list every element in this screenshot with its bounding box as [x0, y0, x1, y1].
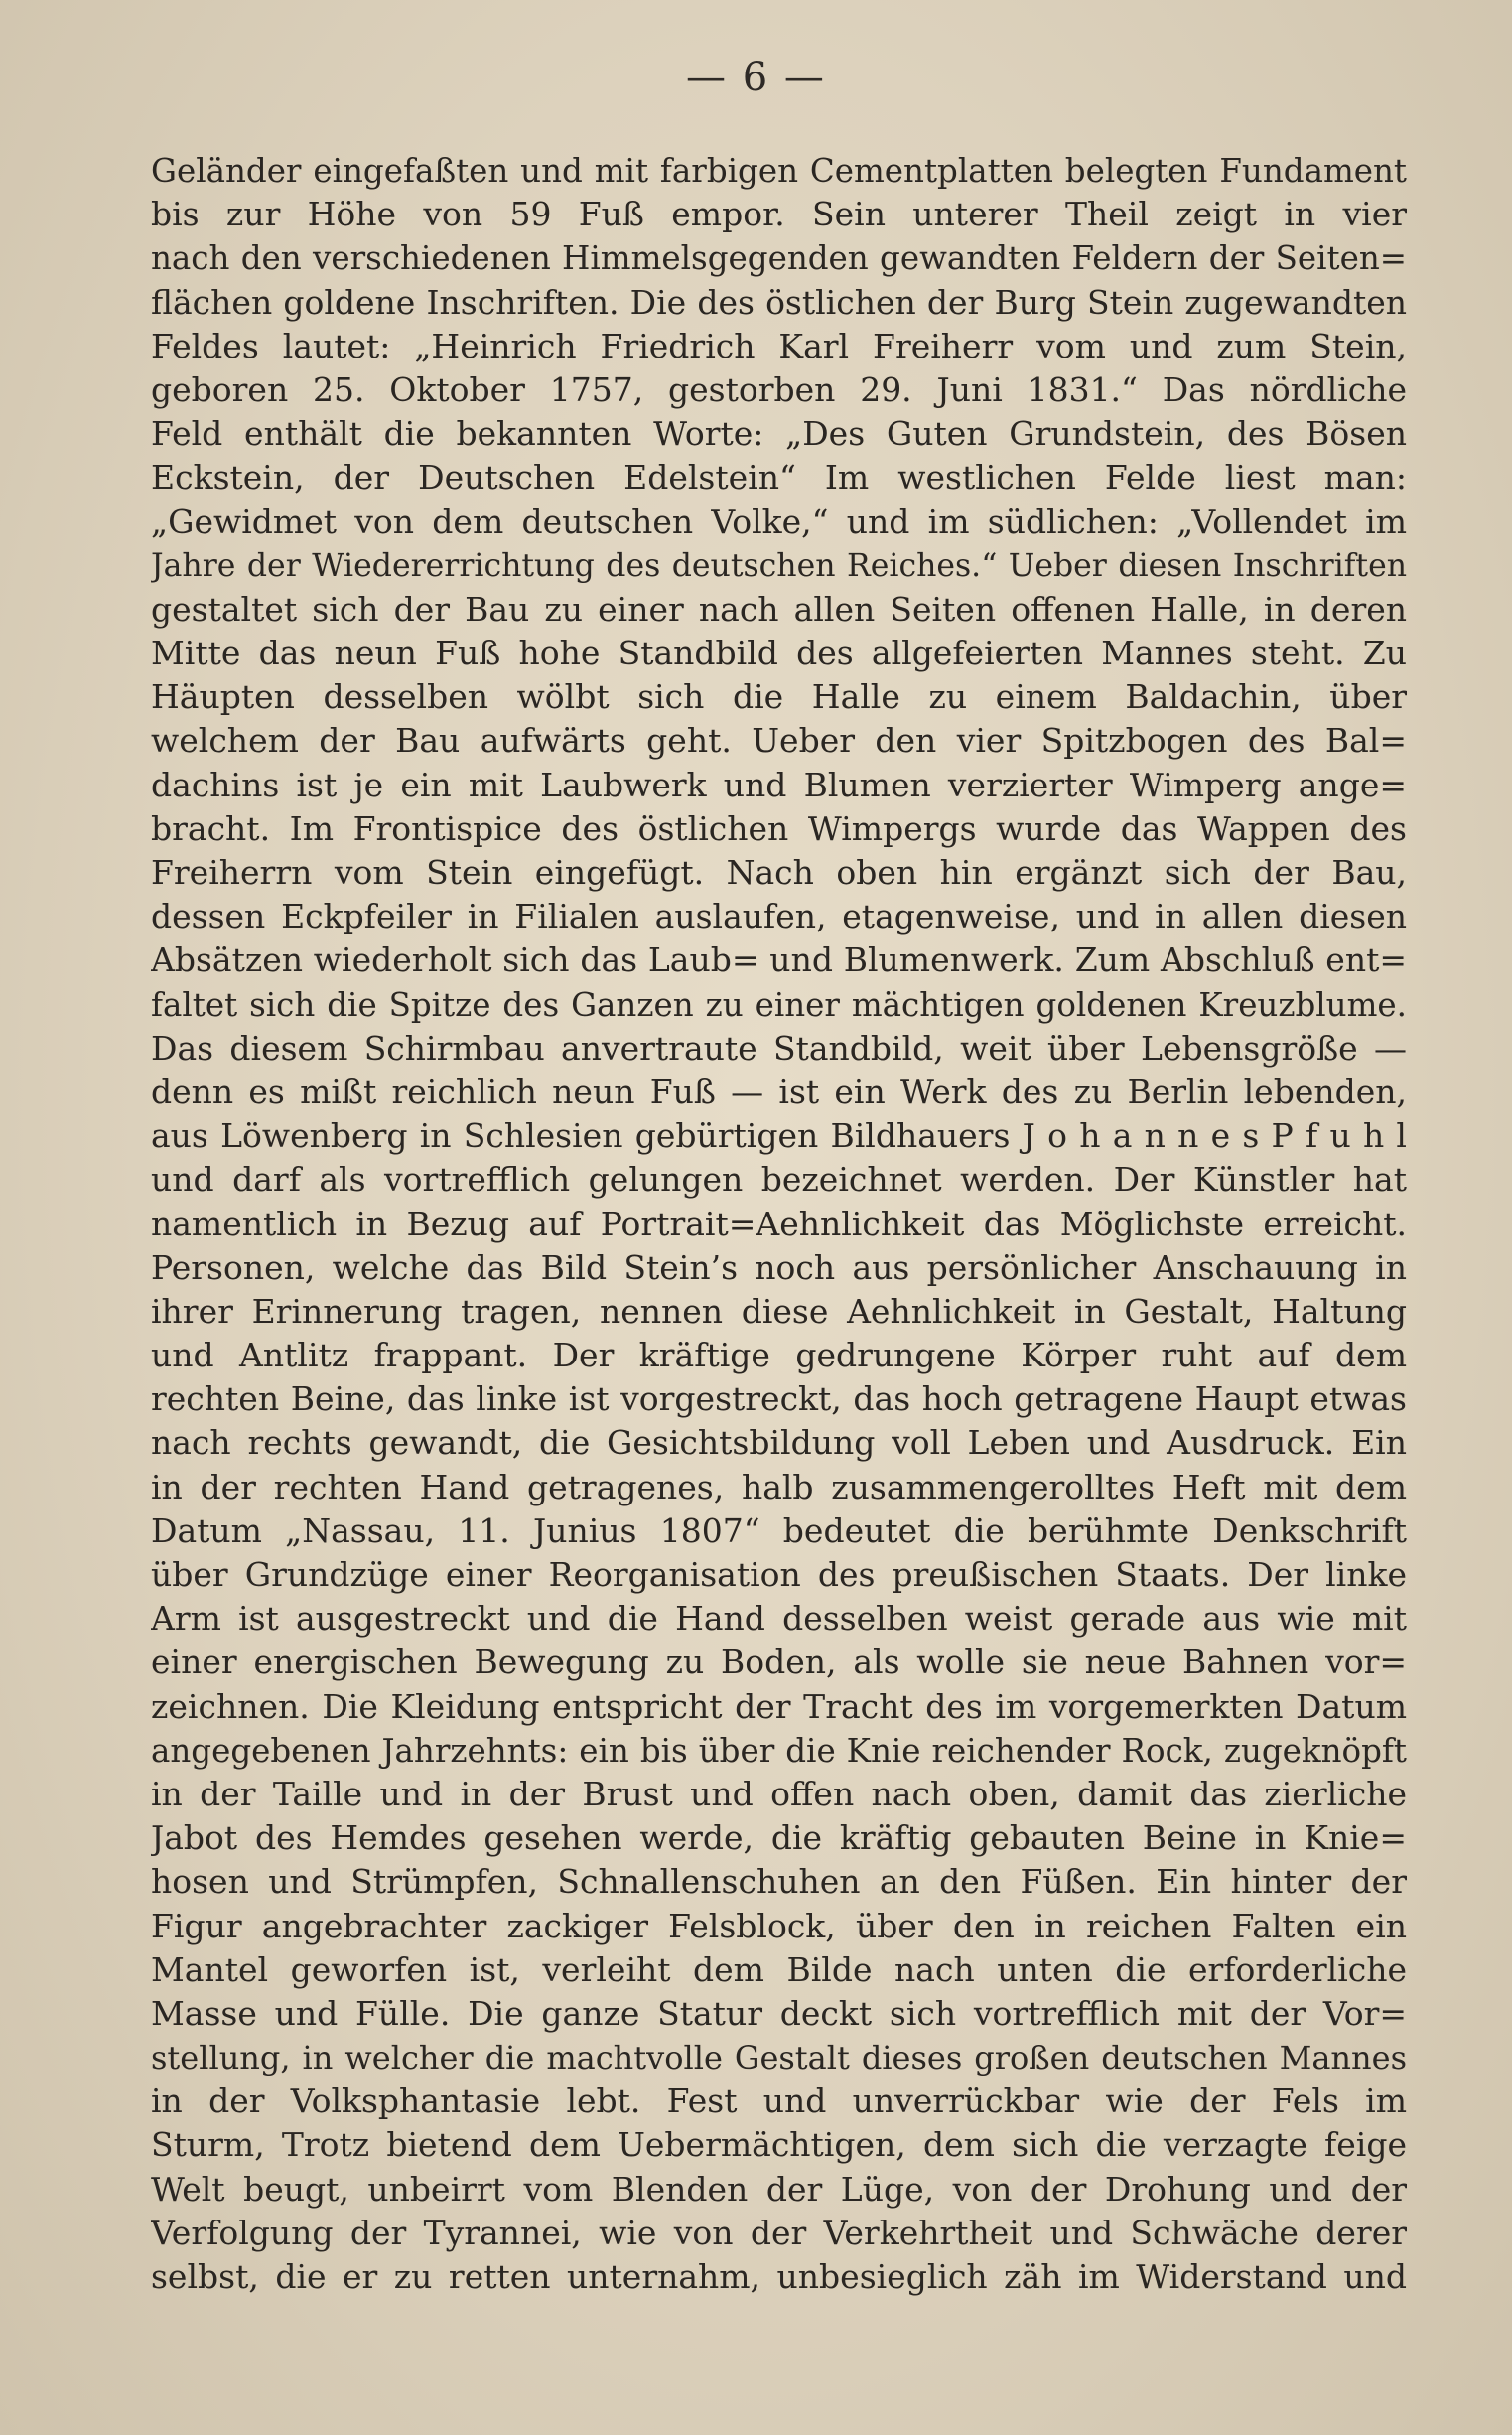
text-line: Sturm, Trotz bietend dem Uebermächtigen, dem sich die verzagte feige	[151, 2125, 1407, 2165]
text-line: Figur angebrachter zackiger Felsblock, über den in reichen Falten ein	[151, 1906, 1407, 1945]
page-number: — 6 —	[686, 55, 826, 100]
text-line: selbst, die er zu retten unternahm, unbesieglich zäh im Widerstand und	[151, 2257, 1407, 2296]
text-line: Arm ist ausgestreckt und die Hand desselben weist gerade aus wie mit	[151, 1599, 1407, 1639]
text-line: namentlich in Bezug auf Portrait=Aehnlichkeit das Möglichste erreicht.	[151, 1204, 1407, 1243]
text-line: Geländer eingefaßten und mit farbigen Cementplatten belegten Fundament	[151, 152, 1407, 190]
text-line: nach den verschiedenen Himmelsgegenden gewandten Feldern der Seiten=	[151, 239, 1407, 278]
text-line: geboren 25. Oktober 1757, gestorben 29. Juni 1831.“ Das nördliche	[151, 369, 1407, 409]
text-line: in der rechten Hand getragenes, halb zusammengerolltes Heft mit dem	[151, 1467, 1407, 1506]
text-line: Datum „Nassau, 11. Junius 1807“ bedeutet die berühmte Denkschrift	[151, 1510, 1407, 1550]
text-line: Personen, welche das Bild Stein’s noch aus persönlicher Anschauung in	[151, 1247, 1407, 1287]
text-line: rechten Beine, das linke ist vorgestreckt, das hoch getragene Haupt etwas	[151, 1379, 1407, 1419]
text-line: Mantel geworfen ist, verleiht dem Bilde nach unten die erforderliche	[151, 1949, 1407, 1989]
text-line: über Grundzüge einer Reorganisation des preußischen Staats. Der linke	[151, 1555, 1407, 1594]
text-line: gestaltet sich der Bau zu einer nach allen Seiten offenen Halle, in deren	[151, 589, 1407, 629]
text-line: flächen goldene Inschriften. Die des östlichen der Burg Stein zugewandten	[151, 282, 1407, 322]
text-line: Das diesem Schirmbau anvertraute Standbild, weit über Lebensgröße —	[151, 1028, 1407, 1068]
body-text	[151, 149, 1407, 2299]
text-line: einer energischen Bewegung zu Boden, als wolle sie neue Bahnen vor=	[151, 1643, 1407, 1682]
text-line: Eckstein, der Deutschen Edelstein“ Im westlichen Felde liest man:	[151, 458, 1407, 498]
text-line: in der Taille und in der Brust und offen nach oben, damit das zierliche	[151, 1774, 1407, 1813]
text-line: Mitte das neun Fuß hohe Standbild des allgefeierten Mannes steht. Zu	[151, 634, 1407, 673]
text-line: „Gewidmet von dem deutschen Volke,“ und im südlichen: „Vollendet im	[151, 501, 1407, 541]
text-line: angegebenen Jahrzehnts: ein bis über die Knie reichender Rock, zugeknöpft	[151, 1731, 1407, 1770]
text-line: welchem der Bau aufwärts geht. Ueber den vier Spitzbogen des Bal=	[151, 721, 1407, 761]
text-line: dessen Eckpfeiler in Filialen auslaufen, etagenweise, und in allen diesen	[151, 897, 1407, 936]
text-line: Freiherrn vom Stein eingefügt. Nach oben hin ergänzt sich der Bau,	[151, 853, 1407, 892]
text-line: stellung, in welcher die machtvolle Gestalt dieses großen deutschen Mannes	[151, 2039, 1407, 2077]
text-line: hosen und Strümpfen, Schnallenschuhen an den Füßen. Ein hinter der	[151, 1862, 1407, 1902]
text-line: Jahre der Wiedererrichtung des deutschen Reiches.“ Ueber diesen Inschriften	[151, 547, 1407, 584]
text-line: zeichnen. Die Kleidung entspricht der Tracht des im vorgemerkten Datum	[151, 1686, 1407, 1726]
text-line: Verfolgung der Tyrannei, wie von der Verkehrtheit und Schwäche derer	[151, 2213, 1407, 2252]
text-line: Feld enthält die bekannten Worte: „Des Guten Grundstein, des Bösen	[151, 414, 1407, 454]
text-line: aus Löwenberg in Schlesien gebürtigen Bildhauers J o h a n n e s P f u h l	[151, 1116, 1407, 1156]
text-line: denn es mißt reichlich neun Fuß — ist ein Werk des zu Berlin lebenden,	[151, 1072, 1407, 1111]
text-line: faltet sich die Spitze des Ganzen zu einer mächtigen goldenen Kreuzblume.	[151, 985, 1407, 1024]
text-line: dachins ist je ein mit Laubwerk und Blumen verzierter Wimperg ange=	[151, 765, 1407, 804]
text-line: bracht. Im Frontispice des östlichen Wimpergs wurde das Wappen des	[151, 808, 1407, 848]
text-line: Häupten desselben wölbt sich die Halle zu einem Baldachin, über	[151, 677, 1407, 717]
text-line: und Antlitz frappant. Der kräftige gedrungene Körper ruht auf dem	[151, 1336, 1407, 1375]
text-line: Absätzen wiederholt sich das Laub= und Blumenwerk. Zum Abschluß ent=	[151, 940, 1407, 980]
text-line: Jabot des Hemdes gesehen werde, die kräftig gebauten Beine in Knie=	[151, 1818, 1407, 1858]
text-line: Feldes lautet: „Heinrich Friedrich Karl Freiherr vom und zum Stein,	[151, 326, 1407, 365]
text-line: ihrer Erinnerung tragen, nennen diese Aehnlichkeit in Gestalt, Haltung	[151, 1291, 1407, 1331]
text-line: in der Volksphantasie lebt. Fest und unverrückbar wie der Fels im	[151, 2081, 1407, 2121]
text-line: bis zur Höhe von 59 Fuß empor. Sein unterer Theil zeigt in vier	[151, 195, 1407, 234]
text-line: nach rechts gewandt, die Gesichtsbildung voll Leben und Ausdruck. Ein	[151, 1423, 1407, 1463]
text-line: Welt beugt, unbeirrt vom Blenden der Lüge, von der Drohung und der	[151, 2169, 1407, 2209]
text-line: Masse und Fülle. Die ganze Statur deckt sich vortrefflich mit der Vor=	[151, 1993, 1407, 2033]
text-line: und darf als vortrefflich gelungen bezeichnet werden. Der Künstler hat	[151, 1160, 1407, 1200]
